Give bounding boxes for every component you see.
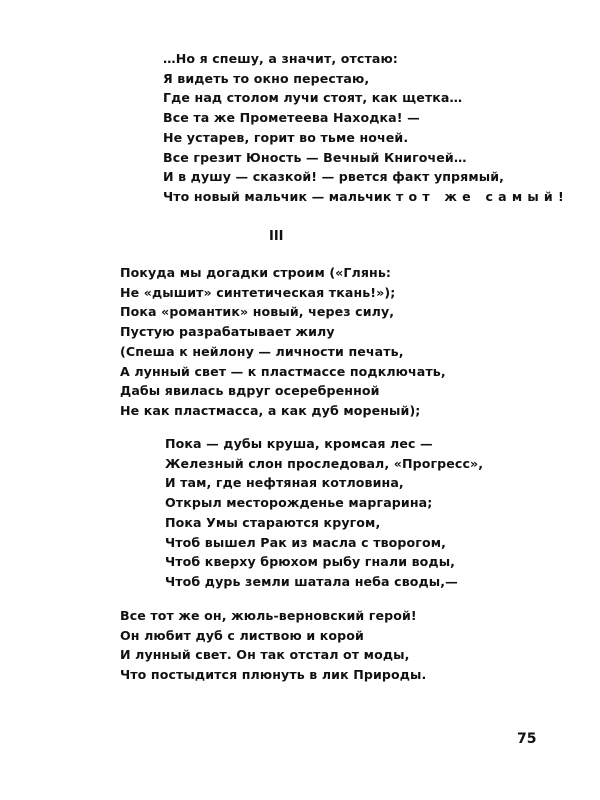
stanza-2 [120, 263, 446, 421]
verse-line: Пустую разрабатывает жилу [120, 324, 335, 340]
stanza-3 [165, 434, 483, 592]
verse-line: Чтоб вышел Рак из масла с творогом, [165, 534, 446, 550]
verse-line: Я видеть то окно перестаю, [163, 70, 370, 86]
verse-line: Открыл месторожденье маргарина; [165, 495, 433, 511]
verse-line-last [163, 187, 569, 207]
verse-line: Пока — дубы круша, кромсая лес — [165, 436, 433, 451]
verse-line: Все тот же он, жюль-верновский герой! [120, 608, 417, 623]
verse-line: А лунный свет — к пластмассе подключать, [120, 363, 446, 379]
stanza-4 [120, 606, 426, 685]
verse-line: Что постыдится плюнуть в лик Природы. [120, 667, 427, 683]
verse-line: И там, где нефтяная котловина, [165, 475, 404, 491]
verse-line: Чтоб кверху брюхом рыбу гнали воды, [165, 554, 456, 570]
verse-line: Не «дышит» синтетическая ткань!»); [120, 284, 396, 300]
verse-line-start: Что новый мальчик — мальчик [163, 188, 396, 204]
verse-line: Не устарев, горит во тьме ночей. [163, 129, 409, 145]
verse-line: Пока «романтик» новый, через силу, [120, 304, 395, 320]
verse-line: И лунный свет. Он так отстал от моды, [120, 647, 410, 663]
verse-line: Покуда мы догадки строим («Глянь: [120, 265, 392, 280]
verse-line: …Но я спешу, а значит, отстаю: [163, 51, 398, 66]
verse-line: Дабы явилась вдруг осеребренной [120, 383, 380, 399]
verse-line: Железный слон проследовал, «Прогресс», [165, 455, 484, 471]
verse-line-spaced: тот же самый! [395, 188, 569, 204]
stanza-1 [163, 49, 569, 207]
verse-line: Все та же Прометеева Находка! — [163, 110, 420, 126]
page-number: 75 [517, 731, 537, 747]
verse-line: Чтоб дурь земли шатала неба своды,— [165, 573, 458, 589]
verse-line: Где над столом лучи стоят, как щетка… [163, 90, 463, 106]
section-number: III [269, 229, 284, 244]
verse-line: Он любит дуб с листвою и корой [120, 627, 364, 643]
verse-line: (Спеша к нейлону — личности печать, [120, 343, 404, 359]
verse-line: Не как пластмасса, а как дуб мореный); [120, 402, 421, 418]
verse-line: Все грезит Юность — Вечный Книгочей… [163, 149, 467, 165]
verse-line: Пока Умы стараются кругом, [165, 514, 381, 530]
verse-line: И в душу — сказкой! — рвется факт упрямый, [163, 169, 505, 185]
